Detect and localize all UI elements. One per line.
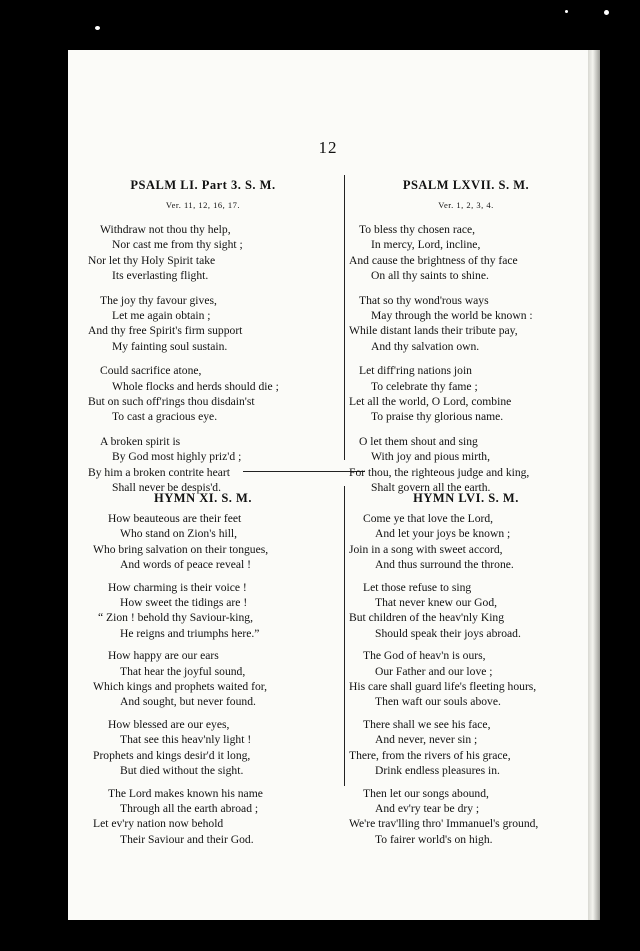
verse-line: Then let our songs abound, <box>363 786 489 800</box>
hymnal-page <box>68 50 588 920</box>
verse-line: And thy free Spirit's firm support <box>88 324 243 338</box>
verse-line: His care shall guard life's fleeting hours, <box>349 680 537 694</box>
verse-line: To cast a gracious eye. <box>112 410 218 424</box>
verse-line: To celebrate thy fame ; <box>371 379 478 393</box>
stanza <box>83 434 323 496</box>
verse-line: May through the world be known : <box>371 309 533 323</box>
stanza <box>346 293 586 355</box>
verse-line: To praise thy glorious name. <box>371 410 504 424</box>
hymn-11-title: HYMN XI. S. M. <box>154 491 252 505</box>
verse-line: While distant lands their tribute pay, <box>349 324 518 338</box>
verse-line: The joy thy favour gives, <box>100 293 217 307</box>
psalm-51-column <box>83 178 323 496</box>
verse-line: How beauteous are their feet <box>108 512 242 525</box>
verse-line: How sweet the tidings are ! <box>120 596 248 610</box>
verse-line: And thus surround the throne. <box>375 558 514 572</box>
verse-line: On all thy saints to shine. <box>371 269 489 283</box>
stanza <box>83 511 323 573</box>
stanza <box>346 363 586 425</box>
psalm-51-title: PSALM LI. Part 3. S. M. <box>130 178 276 192</box>
psalm-67-title: PSALM LXVII. S. M. <box>402 178 530 192</box>
verse-line: Drink endless pleasures in. <box>375 764 500 778</box>
verse-line: Shalt govern all the earth. <box>371 481 491 495</box>
hymn-56-column <box>346 491 586 847</box>
column-divider-bottom <box>344 486 345 786</box>
verse-line: Whole flocks and herds should die ; <box>112 379 279 393</box>
verse-line: Nor let thy Holy Spirit take <box>88 253 216 267</box>
verse-line: There, from the rivers of his grace, <box>349 748 511 762</box>
hymn-11-column <box>83 491 323 847</box>
stanza <box>346 786 586 848</box>
verse-line: And words of peace reveal ! <box>120 558 252 572</box>
verse-line: My fainting soul sustain. <box>112 339 228 353</box>
stanza <box>346 717 586 779</box>
stanza <box>83 648 323 710</box>
stanza <box>346 222 586 284</box>
verse-line: How blessed are our eyes, <box>108 717 230 731</box>
verse-line: To fairer world's on high. <box>375 832 493 846</box>
verse-line: A broken spirit is <box>100 434 181 448</box>
verse-line: To bless thy chosen race, <box>359 223 476 236</box>
verse-line: And thy salvation own. <box>371 339 480 353</box>
verse-line: Our Father and our love ; <box>375 664 493 678</box>
stanza <box>83 717 323 779</box>
stanza <box>346 580 586 642</box>
stanza <box>346 511 586 573</box>
verse-line: Then waft our souls above. <box>375 695 501 709</box>
verse-line: Come ye that love the Lord, <box>363 512 494 525</box>
stanza <box>83 363 323 425</box>
verse-line: Their Saviour and their God. <box>120 832 254 846</box>
verse-line: He reigns and triumphs here.” <box>120 626 260 640</box>
verse-line: Through all the earth abroad ; <box>120 801 259 815</box>
verse-line: Let those refuse to sing <box>363 580 472 594</box>
verse-line: Let me again obtain ; <box>112 309 211 323</box>
verse-line: O let them shout and sing <box>359 434 478 448</box>
verse-line: Could sacrifice atone, <box>100 364 202 378</box>
hymn-56-title: HYMN LVI. S. M. <box>413 491 519 505</box>
verse-line: Who bring salvation on their tongues, <box>93 542 269 556</box>
verse-line: Shall never be despis'd. <box>112 481 221 495</box>
verse-line: With joy and pious mirth, <box>371 450 491 464</box>
stanza <box>83 786 323 848</box>
verse-line: That see this heav'nly light ! <box>120 733 252 747</box>
stanza <box>346 434 586 496</box>
verse-line: “ Zion ! behold thy Saviour-king, <box>98 611 253 625</box>
column-divider-top <box>344 175 345 460</box>
verse-line: How charming is their voice ! <box>108 580 247 594</box>
verse-line: That so thy wond'rous ways <box>359 293 489 307</box>
verse-line: Let all the world, O Lord, combine <box>349 395 512 409</box>
verse-line: And cause the brightness of thy face <box>349 253 518 267</box>
verse-line: Let diff'ring nations join <box>359 364 472 378</box>
verse-line: And sought, but never found. <box>120 695 256 709</box>
verse-line: And never, never sin ; <box>375 733 478 747</box>
verse-line: Nor cast me from thy sight ; <box>112 238 243 252</box>
page-number: 12 <box>318 138 338 157</box>
verse-line: Its everlasting flight. <box>112 269 209 283</box>
psalm-67-column <box>346 178 586 496</box>
verse-line: There shall we see his face, <box>363 717 491 731</box>
verse-line: The Lord makes known his name <box>108 786 263 800</box>
verse-line: But died without the sight. <box>120 764 244 778</box>
verse-line: Prophets and kings desir'd it long, <box>93 748 251 762</box>
verse-line: We're trav'lling thro' Immanuel's ground, <box>349 817 539 831</box>
verse-line: But on such off'rings thou disdain'st <box>88 395 255 409</box>
verse-line: For thou, the righteous judge and king, <box>349 465 530 479</box>
verse-line: But children of the heav'nly King <box>349 611 505 625</box>
page-edge <box>588 50 600 920</box>
verse-line: Who stand on Zion's hill, <box>120 527 238 541</box>
verse-line: Which kings and prophets waited for, <box>93 680 268 694</box>
stanza <box>83 222 323 284</box>
verse-line: By God most highly priz'd ; <box>112 450 242 464</box>
stanza <box>83 580 323 642</box>
verse-line: Should speak their joys abroad. <box>375 626 521 640</box>
psalm-67-verses: Ver. 1, 2, 3, 4. <box>438 200 494 210</box>
verse-line: Let ev'ry nation now behold <box>93 817 224 831</box>
verse-line: Withdraw not thou thy help, <box>100 223 231 236</box>
verse-line: And let your joys be known ; <box>375 527 511 541</box>
verse-line: That hear the joyful sound, <box>120 664 246 678</box>
verse-line: And ev'ry tear be dry ; <box>375 801 480 815</box>
verse-line: That never knew our God, <box>375 596 498 610</box>
verse-line: The God of heav'n is ours, <box>363 649 486 663</box>
stanza <box>83 293 323 355</box>
verse-line: Join in a song with sweet accord, <box>349 542 503 556</box>
psalm-51-verses: Ver. 11, 12, 16, 17. <box>165 200 241 210</box>
verse-line: In mercy, Lord, incline, <box>371 238 481 252</box>
verse-line: By him a broken contrite heart <box>88 465 230 479</box>
stanza <box>346 648 586 710</box>
verse-line: How happy are our ears <box>108 649 219 663</box>
